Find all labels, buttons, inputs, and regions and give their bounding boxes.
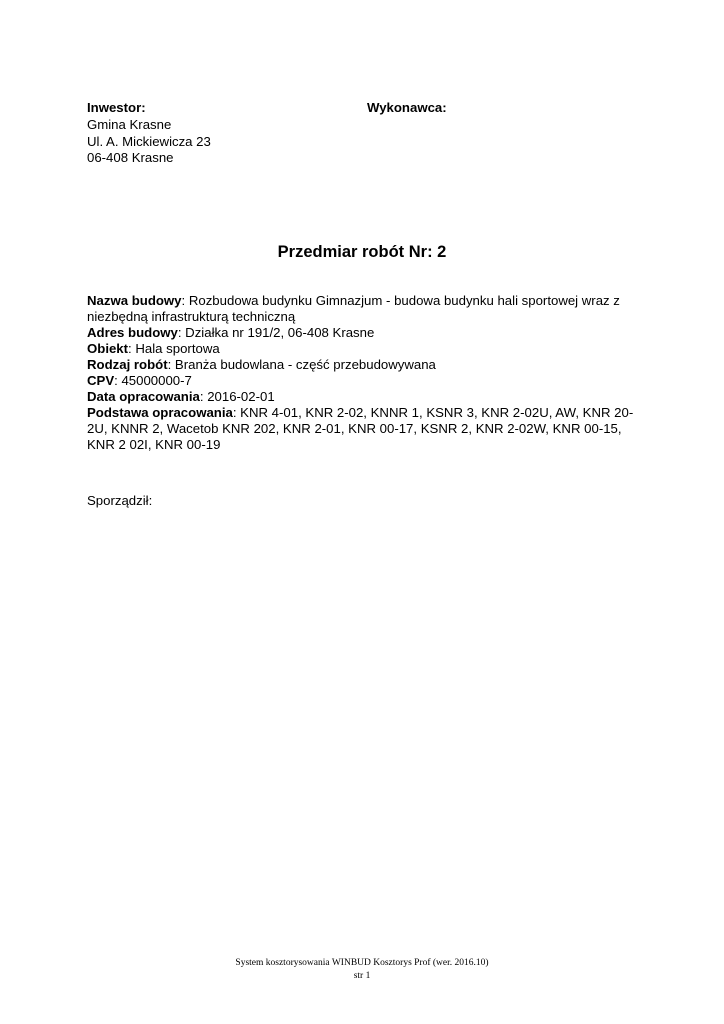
investor-title: Inwestor: (87, 100, 146, 115)
detail-value: : Działka nr 191/2, 06-408 Krasne (177, 325, 375, 340)
project-details (87, 293, 643, 453)
detail-row-address (87, 325, 643, 341)
prepared-by-label: Sporządził: (87, 493, 153, 508)
footer-page-number: str 1 (353, 971, 371, 981)
investor-city: 06-408 Krasne (87, 150, 174, 166)
detail-value: : KNR 4-01, KNR 2-02, KNNR 1, KSNR 3, KNR 2-02U, AW, KNR 20-2U, KNNR 2, Wacetob KNR 202, KNR 2-01, KNR 00-17, KSNR 2, KNR 2-02W, KNR 00-15, KNR 2 02I, KNR 00-19 (87, 405, 634, 452)
investor-block (87, 100, 211, 167)
detail-key: Rodzaj robót (87, 357, 168, 372)
investor-street: Ul. A. Mickiewicza 23 (87, 133, 211, 149)
detail-row-date (87, 389, 643, 405)
detail-value: : Hala sportowa (128, 341, 220, 356)
footer-system-text: System kosztorysowania WINBUD Kosztorys Prof (wer. 2016.10) (235, 958, 489, 968)
detail-key: Data opracowania (87, 389, 200, 404)
detail-key: Adres budowy (87, 325, 178, 340)
detail-row-object (87, 341, 643, 357)
detail-row-construction-name (87, 293, 643, 325)
contractor-title: Wykonawca: (367, 100, 447, 115)
contractor-block (367, 100, 447, 117)
detail-key: Obiekt (87, 341, 129, 356)
page-footer (0, 957, 724, 983)
document-title: Przedmiar robót Nr: 2 (277, 243, 447, 261)
detail-value: : 45000000-7 (114, 373, 192, 388)
investor-name: Gmina Krasne (87, 116, 172, 132)
detail-value: : 2016-02-01 (199, 389, 275, 404)
detail-key: Nazwa budowy (87, 293, 182, 308)
detail-row-cpv (87, 373, 643, 389)
detail-row-basis (87, 405, 643, 453)
detail-key: Podstawa opracowania (87, 405, 233, 420)
detail-value: : Rozbudowa budynku Gimnazjum - budowa budynku hali sportowej wraz z niezbędną infrastrukturą techniczną (87, 293, 620, 324)
detail-key: CPV (87, 373, 115, 388)
detail-row-work-type (87, 357, 643, 373)
detail-value: : Branża budowlana - część przebudowywana (167, 357, 436, 372)
